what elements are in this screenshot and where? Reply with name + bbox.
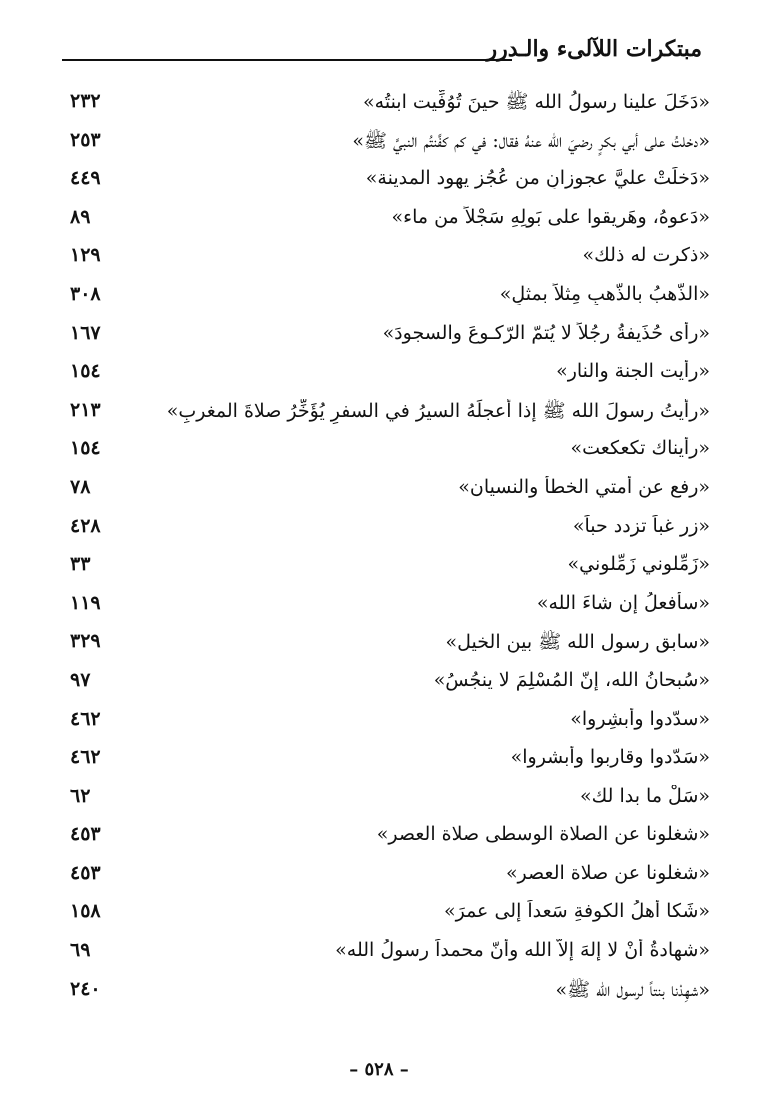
entry-page-number: ٢١٣	[70, 398, 101, 421]
entry-page-number: ٩٧	[70, 668, 91, 691]
entry-page-number: ١٢٩	[70, 244, 101, 267]
entry-page-number: ٤٥٣	[70, 823, 101, 846]
entry-page-number: ٣٢٩	[70, 630, 101, 653]
index-entry	[70, 858, 710, 897]
index-entry	[70, 86, 710, 125]
entry-text: «شغلونا عن صلاة العصر»	[505, 861, 710, 884]
index-entry	[70, 163, 710, 202]
entry-text: «زر غباً تزدد حباً»	[572, 514, 710, 537]
entry-page-number: ٧٨	[70, 475, 91, 498]
entry-page-number: ١١٩	[70, 591, 101, 614]
running-title: مبتكرات اللآلىء والـدرر	[486, 36, 702, 62]
entry-text: «دَخَلَ علينا رسولُ الله ﷺ حينَ تُوُفِّيت ابنتُه»	[363, 91, 710, 113]
entry-page-number: ١٥٨	[70, 900, 101, 923]
entry-text: «سدّدوا وأبشِروا»	[570, 707, 710, 730]
entry-text: «الذَّهبُ بالذَّهبِ مِثلاً بمثلٍ»	[499, 282, 710, 305]
entry-page-number: ٤٦٢	[70, 707, 101, 730]
entry-page-number: ٢٥٣	[70, 128, 101, 151]
entry-page-number: ٣٣	[70, 553, 91, 576]
index-entry	[70, 626, 710, 665]
index-entry	[70, 240, 710, 279]
entry-text: «ذكرت له ذلك»	[582, 244, 710, 267]
index-entry	[70, 974, 710, 1013]
index-entry	[70, 819, 710, 858]
index-entry	[70, 742, 710, 781]
entry-text: «شغلونا عن الصلاة الوسطى صلاة العصر»	[376, 823, 710, 846]
page-number: – ٥٢٨ –	[349, 1059, 409, 1080]
entry-text: «سأفعلُ إن شاءَ الله»	[536, 591, 710, 614]
entry-text: «شهادةُ أنْ لا إلهَ إلاّ الله وأنّ محمداً رسولُ الله»	[335, 939, 710, 962]
entry-page-number: ٤٦٢	[70, 746, 101, 769]
entry-page-number: ٦٢	[70, 784, 91, 807]
index-entry	[70, 665, 710, 704]
hadith-index-list	[70, 86, 710, 1012]
entry-text: «سَدّدوا وقاربوا وأبشروا»	[510, 746, 710, 769]
index-entry	[70, 588, 710, 627]
entry-text: «رفع عن أمتي الخطأ والنسيان»	[458, 475, 710, 498]
entry-page-number: ٢٤٠	[70, 977, 101, 1000]
entry-text: «سُبحانُ الله، إنّ المُسْلِمَ لا ينجُسُ»	[433, 668, 710, 691]
index-entry	[70, 511, 710, 550]
entry-page-number: ٤٥٣	[70, 861, 101, 884]
entry-page-number: ٤٤٩	[70, 167, 101, 190]
running-header	[62, 30, 702, 64]
entry-text: «شَكا أهلُ الكوفةِ سَعداً إلى عمرَ»	[443, 900, 710, 923]
entry-text: «رأيت الجنة والنار»	[556, 360, 710, 383]
entry-text: «سَلْ ما بدا لك»	[580, 784, 710, 807]
index-entry	[70, 704, 710, 743]
entry-text: «رأيناك تكعكعت»	[570, 437, 710, 460]
entry-page-number: ٤٢٨	[70, 514, 101, 537]
index-entry	[70, 896, 710, 935]
entry-text: «زَمِّلوني زَمِّلوني»	[567, 553, 710, 576]
entry-page-number: ٨٩	[70, 205, 91, 228]
entry-page-number: ١٥٤	[70, 437, 101, 460]
index-entry	[70, 279, 710, 318]
entry-text: «شهِدْنا بنتاً لرسول الله ﷺ»	[555, 978, 710, 1001]
index-entry	[70, 395, 710, 434]
index-entry	[70, 472, 710, 511]
entry-page-number: ١٥٤	[70, 360, 101, 383]
index-entry	[70, 433, 710, 472]
entry-text: «دَخلَتْ عليَّ عجوزانِ من عُجُزِ يهود المدينة»	[365, 167, 710, 190]
header-rule	[62, 59, 512, 61]
index-entry	[70, 549, 710, 588]
entry-text: «رأى حُذَيفةُ رجُلاً لا يُتمّ الرّكـوعَ والسجودَ»	[382, 321, 710, 344]
index-entry	[70, 125, 710, 164]
entry-text: «دخلتُ على أبي بكرٍ رضيَ الله عنهُ فقال: في كم كفَّنتُم النبيَّ ﷺ»	[352, 129, 710, 152]
entry-text: «رأيتُ رسولَ الله ﷺ إذا أعجلَهُ السيرُ في السفرِ يُؤَخِّرُ صلاةَ المغربِ»	[166, 399, 710, 422]
index-entry	[70, 356, 710, 395]
entry-page-number: ٣٠٨	[70, 282, 101, 305]
entry-page-number: ٦٩	[70, 939, 91, 962]
entry-page-number: ١٦٧	[70, 321, 101, 344]
index-entry	[70, 935, 710, 974]
entry-text: «سابق رسول الله ﷺ بين الخيل»	[445, 631, 710, 654]
index-entry	[70, 781, 710, 820]
index-entry	[70, 318, 710, 357]
entry-page-number: ٢٣٢	[70, 90, 101, 112]
index-entry	[70, 202, 710, 241]
entry-text: «دَعوهُ، وهَريقوا على بَولِهِ سَجْلاً من ماء»	[391, 205, 710, 228]
